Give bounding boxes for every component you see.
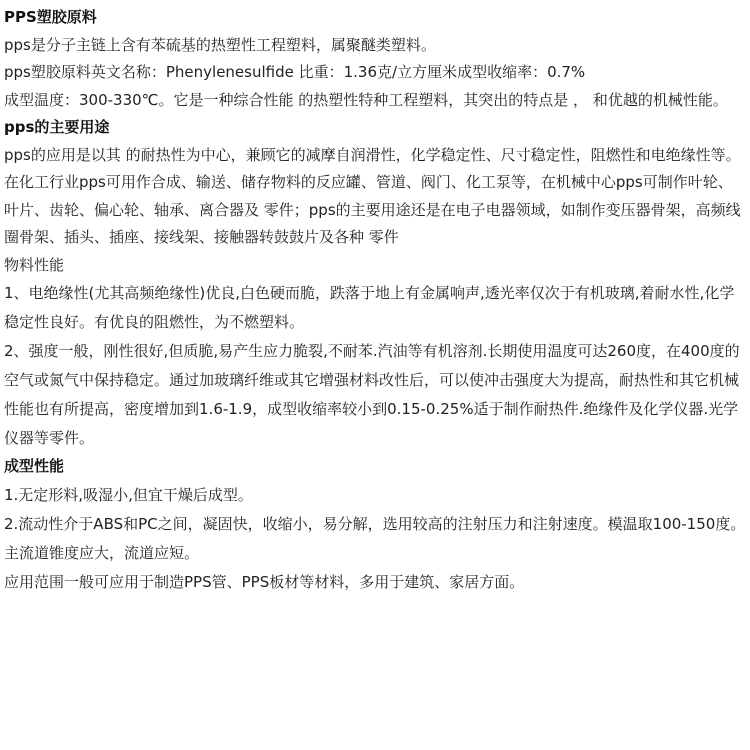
section-title-molding-properties: 成型性能 <box>4 457 65 475</box>
pps-english-name-text: pps塑胶原料英文名称：Phenylenesulfide 比重：1.36克/立方厘米成型收缩率：0.7% <box>4 63 586 81</box>
section-title-main-uses: pps的主要用途 <box>4 118 110 136</box>
molding-property-item-2: 2.流动性介于ABS和PC之间，凝固快，收缩小，易分解，选用较高的注射压力和注射速度。模温取100-150度。主流道锥度应大，流道应短。 <box>4 514 746 562</box>
main-uses-text: pps的应用是以其 的耐热性为中心，兼顾它的减摩自润滑性，化学稳定性、尺寸稳定性，阻燃性和电绝缘性等。在化工行业pps可用作合成、输送、储存物料的反应罐、管道、阀门、化工泵等，在机械中心pps可制作叶轮、叶片、齿轮、偏心轮、轴承、离合器及 零件；pps的主要用途还是在电子电器领域，如制作变压器骨架，高频线圈骨架、插头、插座、接线架、接触器转鼓鼓片及各种 零件 <box>4 145 741 246</box>
molding-temperature-text: 成型温度：300-330℃。它是一种综合性能 的热塑性特种工程塑料，其突出的特点是 ， 和优越的机械性能。 <box>4 90 728 109</box>
document-page <box>4 4 746 597</box>
pps-definition-text: pps是分子主链上含有苯硫基的热塑性工程塑料，属聚醚类塑料。 <box>4 35 436 54</box>
section-title-material-properties: 物料性能 <box>4 255 65 274</box>
application-range-text: 应用范围一般可应用于制造PPS管、PPS板材等材料，多用于建筑、家居方面。 <box>4 572 525 591</box>
material-property-item-2: 2、强度一般，刚性很好,但质脆,易产生应力脆裂,不耐苯.汽油等有机溶剂.长期使用温度可达260度，在400度的空气或氮气中保持稳定。通过加玻璃纤维或其它增强材料改性后，可以使冲击强度大为提高，耐热性和其它机械性能也有所提高，密度增加到1.6-1.9，成型收缩率较小到0.15-0.25%适于制作耐热件.绝缘件及化学仪器.光学仪器等零件。 <box>4 342 740 447</box>
molding-property-item-1: 1.无定形料,吸湿小,但宜干燥后成型。 <box>4 485 253 504</box>
material-property-item-1: 1、电绝缘性(尤其高频绝缘性)优良,白色硬而脆，跌落于地上有金属响声,透光率仅次于有机玻璃,着耐水性,化学稳定性良好。有优良的阻燃性，为不燃塑料。 <box>4 284 735 331</box>
section-title-pps-material: PPS塑胶原料 <box>4 8 97 26</box>
